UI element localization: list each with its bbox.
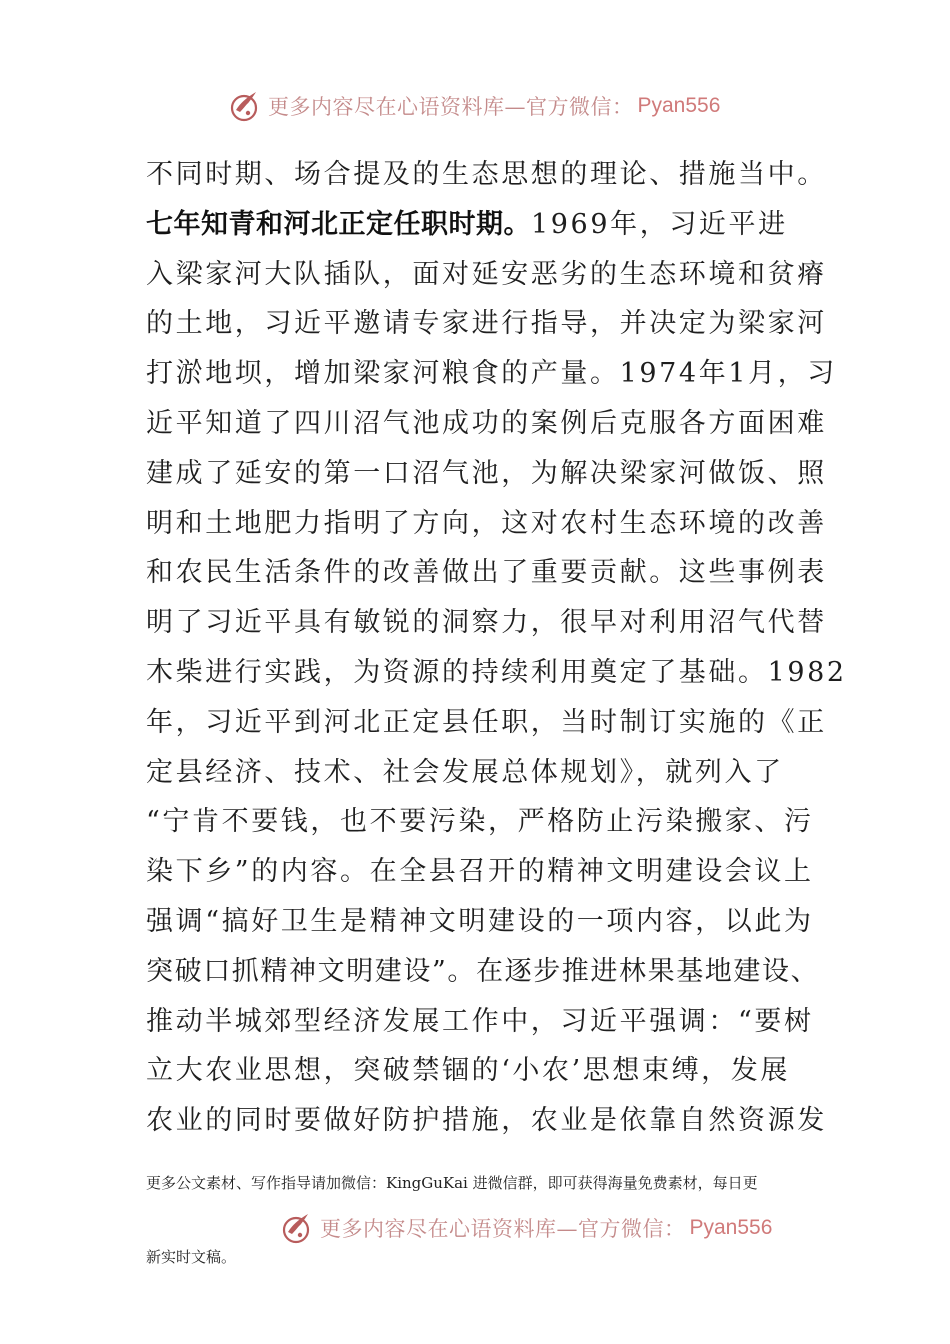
body-line: “宁肯不要钱，也不要污染，严格防止污染搬家、污 bbox=[146, 806, 814, 838]
quill-seal-icon bbox=[278, 1208, 318, 1248]
body-line: 入梁家河大队插队，面对延安恶劣的生态环境和贫瘠 bbox=[146, 258, 827, 290]
body-line: 建成了延安的第一口沼气池，为解决梁家河做饭、照 bbox=[146, 457, 827, 489]
body-line: 木柴进行实践，为资源的持续利用奠定了基础。1982 bbox=[146, 656, 847, 688]
body-line: 强调“搞好卫生是精神文明建设的一项内容，以此为 bbox=[146, 905, 814, 937]
body-line: 年，习近平到河北正定县任职，当时制订实施的《正 bbox=[146, 706, 827, 738]
body-line: 染下乡”的内容。在全县召开的精神文明建设会议上 bbox=[146, 856, 814, 888]
body-line: 明了习近平具有敏锐的洞察力，很早对利用沼气代替 bbox=[146, 607, 827, 639]
header-watermark bbox=[226, 86, 720, 126]
quill-seal-icon bbox=[226, 86, 266, 126]
watermark-wechat-id: Pyan556 bbox=[637, 94, 721, 117]
body-line: 明和土地肥力指明了方向，这对农村生态环境的改善 bbox=[146, 507, 827, 539]
body-line: 突破口抓精神文明建设”。在逐步推进林果基地建设、 bbox=[146, 955, 820, 987]
section-heading: 七年知青和河北正定任职时期。 bbox=[146, 208, 531, 240]
document-body bbox=[146, 150, 847, 1146]
watermark-title: 更多内容尽在心语资料库—官方微信： bbox=[268, 95, 634, 119]
body-line: 定县经济、技术、社会发展总体规划》，就列入了 bbox=[146, 756, 784, 788]
body-line: 农业的同时要做好防护措施，农业是依靠自然资源发 bbox=[146, 1105, 827, 1137]
body-line: 打淤地坝，增加梁家河粮食的产量。1974年1月，习 bbox=[146, 358, 837, 390]
body-line: 立大农业思想，突破禁锢的‘小农’思想束缚，发展 bbox=[146, 1055, 790, 1087]
body-line: 推动半城郊型经济发展工作中，习近平强调：“要树 bbox=[146, 1005, 814, 1037]
body-line: 的土地，习近平邀请专家进行指导，并决定为梁家河 bbox=[146, 308, 827, 340]
body-line-rest: 1969年，习近平进 bbox=[531, 208, 788, 240]
footer-note-continued: 新实时文稿。 bbox=[146, 1248, 237, 1266]
body-line: 近平知道了四川沼气池成功的案例后克服各方面困难 bbox=[146, 407, 827, 439]
watermark-title: 更多内容尽在心语资料库—官方微信： bbox=[320, 1217, 686, 1241]
body-line-heading bbox=[146, 200, 836, 250]
watermark-wechat-id: Pyan556 bbox=[689, 1216, 773, 1239]
body-line: 不同时期、场合提及的生态思想的理论、措施当中。 bbox=[146, 159, 827, 190]
footer-watermark bbox=[278, 1208, 772, 1248]
body-line: 和农民生活条件的改善做出了重要贡献。这些事例表 bbox=[146, 557, 827, 589]
footer-note: 更多公文素材、写作指导请加微信：KingGuKai 进微信群，即可获得海量免费素材，每日更 bbox=[146, 1174, 758, 1192]
